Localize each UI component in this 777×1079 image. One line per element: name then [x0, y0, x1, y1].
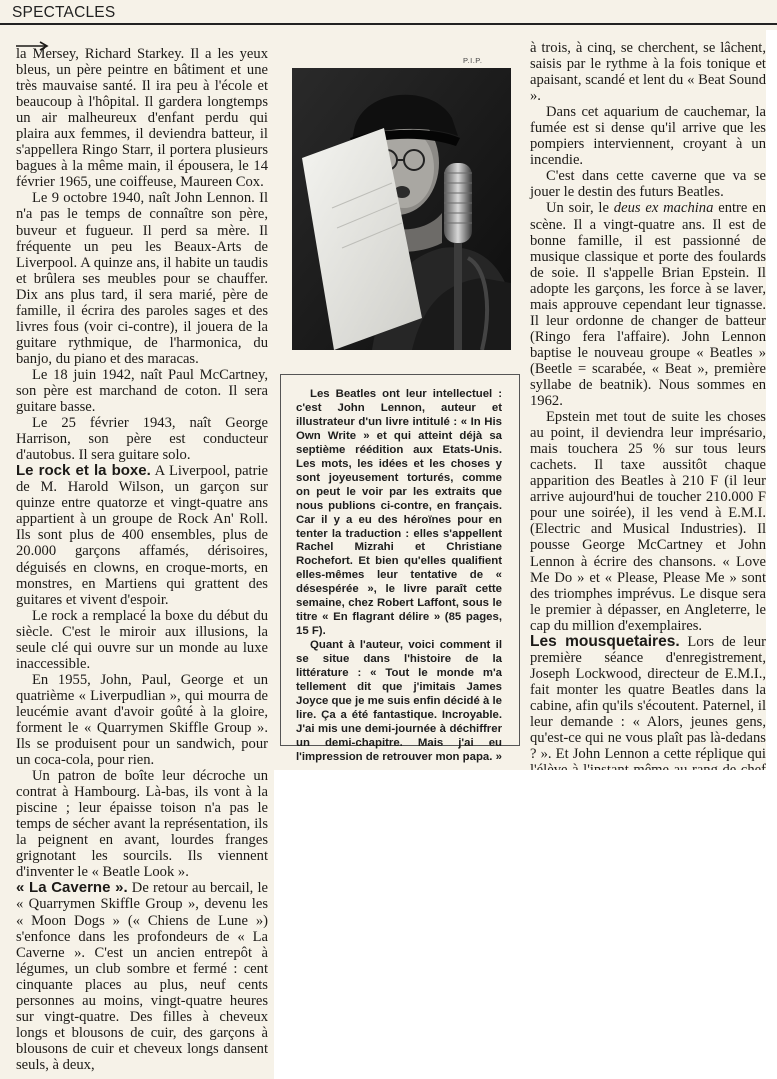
subheading: « La Caverne ». [16, 879, 128, 897]
paragraph: Le rock a remplacé la boxe du début du siècle. C'est le miroir aux illusions, la seule clé qui ouvre sur un monde au luxe inaccessible. [16, 607, 268, 672]
section-label: SPECTACLES [12, 4, 116, 21]
paragraph-text: A Liverpool, patrie de M. Harold Wilson, un garçon sur quinze entre quatorze et vingt-quatre ans appartient à un groupe de Rock An' Roll. Ils sont plus de 400 ensembles, plus de 20.000 garçons affamés, dérisoires, déguisés en clowns, en croque-morts, en monstres, en Martiens qui grattent des guitares et vivent d'espoir. [16, 463, 268, 608]
photo-credit: P.I.P. [463, 56, 483, 65]
paragraph-text: De retour au bercail, le « Quarrymen Skiffle Group », devenu les « Moon Dogs » (« Chiens de Lune ») s'enfonce dans les profondeurs de « La Caverne ». C'est un ancien entrepôt à légumes, un club sombre et fermé : cent cinquante places au plus, neuf cents personnes au moins, vingt-quatre heures sur vingt-quatre. Des filles à cheveux longs et blousons de cuir, des garçons à blousons de cuir et cheveux longs dansent seuls, à deux, [16, 880, 269, 1073]
paragraph: Epstein met tout de suite les choses au point, il deviendra leur imprésario, mais touchera 25 % sur tous leurs cachets. Il taxe aussitôt chaque apparition des Beatles à 210 F (il leur arrive aujourd'hui de toucher 210.000 F pour une soirée), il les vend à E.M.I. (Electric and Musical Industries). Il pousse George McCartney et John Lennon à écrire des chansons. « Love Me Do » et « Please, Please Me » sont des triomphes imprévus. Le disque sera le premier à dépasser, en Angleterre, le cap du million d'exemplaires. [530, 409, 766, 634]
paragraph: En 1955, John, Paul, George et un quatrième « Liverpudlian », qui mourra de leucémie avant d'avoir goûté à la gloire, forment le « Quarrymen Skiffle Group ». Ils se produisent pour un sandwich, pour un coca-cola, pour rien. [16, 671, 268, 769]
header-rule [0, 23, 777, 25]
paragraph: Dans cet aquarium de cauchemar, la fumée est si dense qu'il arrive que les pompiers interviennent, croyant à un incendie. [530, 104, 766, 169]
blank-area [274, 770, 777, 1079]
column-left [16, 46, 268, 1073]
subheading: Le rock et la boxe. [16, 462, 151, 480]
paragraph: Le 9 octobre 1940, naît John Lennon. Il n'a pas le temps de connaître son père, buveur et fugueur. Il perd sa mère. Il fréquente un peu les Beaux-Arts de Liverpool. A quinze ans, il habite un taudis et brûlera ses meubles pour se chauffer. Dix ans plus tard, il sera marié, père de famille, il écrira des paroles sages et des livres fous (voir ci-contre), il jouera de la guitare rythmique, de l'harmonica, du banjo, du piano et des maracas. [16, 190, 268, 367]
photo-caption [296, 388, 502, 765]
paragraph: Le 25 février 1943, naît George Harrison, son père est conducteur d'autobus. Il sera guitare solo. [16, 415, 268, 464]
subheading: Les mousquetaires. [530, 632, 680, 650]
paragraph [530, 200, 766, 409]
paragraph: C'est dans cette caverne que va se jouer le destin des futurs Beatles. [530, 168, 766, 201]
emphasis: deus ex machina [613, 200, 714, 217]
caption-paragraph: Quant à l'auteur, voici comment il se situe dans l'histoire de la littérature : « Tout le monde m'a tellement dit que j'imitais James Joyce que je me suis enfin décidé à le lire. Ça a été fantastique. Incroyable. J'ai mis une demi-journée à déchiffrer un demi-chapitre. Mais j'ai eu l'impression de retrouver mon papa. » [296, 639, 502, 763]
photo [292, 68, 511, 350]
paragraph [16, 880, 268, 1073]
blank-margin [766, 30, 777, 770]
caption-paragraph: Les Beatles ont leur intellectuel : c'est John Lennon, auteur et illustrateur d'un livre intitulé : « In His Own Write » et qui atteint déjà sa septième réédition aux Etats-Unis. Les mots, les idées et les choses y sont joyeusement torturés, comme on peut le voir par les extraits que nous publions ci-contre, en français. Car il y a eu des héroïnes pour en tenter la traduction : elles s'appellent Rachel Mizrahi et Christiane Rochefort. Et bien qu'elles qualifient elles-mêmes leur tentative de « désespérée », le livre paraît cette semaine, chez Robert Laffont, sous le titre « En flagrant délire » (85 pages, 15 F). [296, 388, 502, 638]
page-header [0, 0, 777, 24]
paragraph-text: Lors de leur première séance d'enregistrement, Joseph Lockwood, directeur de E.M.I., fait monter les quatre Beatles dans la cabine, afin qu'ils s'écoutent. Paternel, il leur demande : « Alors, jeunes gens, qu'est-ce qui ne vous plaît pas là-dedans ? ». Et John Lennon a cette réplique qui [530, 633, 766, 763]
paragraph: Le 18 juin 1942, naît Paul McCartney, son père est marchand de coton. Il sera guitare basse. [16, 366, 268, 416]
paragraph-text: Un soir, le [546, 200, 614, 217]
paragraph [16, 463, 268, 607]
paragraph: la Mersey, Richard Starkey. Il a les yeux bleus, un père peintre en bâtiment et une très mauvaise santé. Il ira peu à l'école et beaucoup à l'hôpital. Il gardera longtemps un air malheureux d'enfant perdu qui plaira aux femmes, il deviendra batteur, il s'appellera Ringo Starr, il portera plusieurs bagues à la même main, il épousera, le 14 février 1965, une coiffeuse, Maureen Cox. [16, 46, 268, 191]
column-right [530, 40, 766, 858]
paragraph: à trois, à cinq, se cherchent, se lâchent, saisis par le rythme à la fois tonique et apaisant, scandé et lent du « Beat Sound ». [530, 40, 766, 105]
paragraph-text: entre en scène. Il a vingt-quatre ans. Il est de bonne famille, il est passionné de musique classique et porte des foulards de soie. Il s'appelle Brian Epstein. Il adopte les garçons, les force à se laver, mais approuve cependant leur tignasse. Il leur ordonne de changer de batteur (Ringo fera l'affaire). John Lennon baptise le nouveau groupe « Beatles » (Beetle = scarabée, « Beat », première syllabe de beatnik). Nous sommes en 1962. [530, 200, 766, 410]
singer-photo-image [292, 68, 511, 350]
paragraph: Un patron de boîte leur décroche un contrat à Hambourg. Là-bas, ils vont à la piscine ; leur épaisse toison n'a pas le temps de sécher avant la représentation, ils la peignent en avant, lourdes franges grignotant les sourcils. Ils viennent d'inventer le « Beatle Look ». [16, 768, 268, 881]
